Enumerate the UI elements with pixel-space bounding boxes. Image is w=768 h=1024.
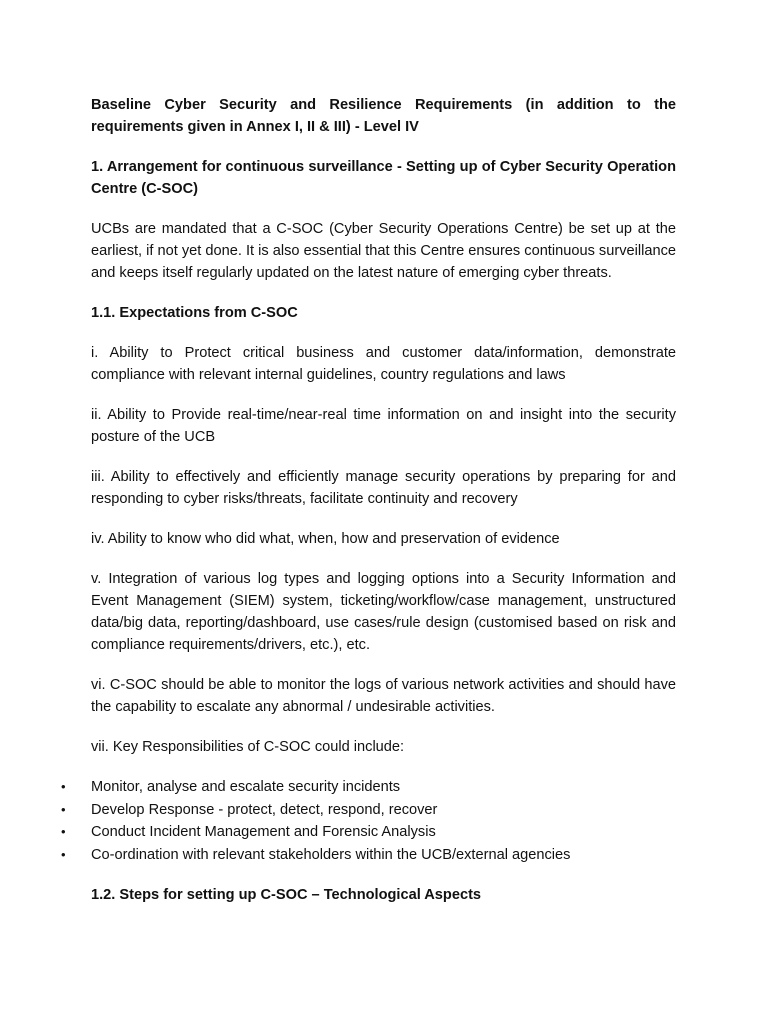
expectation-item: iv. Ability to know who did what, when, how and preservation of evidence [91, 531, 560, 547]
list-item [61, 799, 676, 822]
expectation-item: i. Ability to Protect critical business and customer data/information, demonstrate compliance with relevant internal guidelines, country regulations and laws [91, 345, 676, 383]
document-page [61, 94, 676, 924]
list-item [61, 821, 676, 844]
expectation-item: iii. Ability to effectively and efficiently manage security operations by preparing for and responding to cyber risks/threats, facilitate continuity and recovery [91, 469, 676, 507]
expectation-item: vii. Key Responsibilities of C-SOC could include: [91, 739, 405, 755]
list-item-text: Co-ordination with relevant stakeholders within the UCB/external agencies [91, 846, 571, 863]
section-1-heading: 1. Arrangement for continuous surveillance - Setting up of Cyber Security Operation Centre (C-SOC) [91, 159, 676, 197]
list-item [61, 776, 676, 799]
section-1-paragraph: UCBs are mandated that a C-SOC (Cyber Security Operations Centre) be set up at the earliest, if not yet done. It is also essential that this Centre ensures continuous surveillance and keeps itself regularly updated on the latest nature of emerging cyber threats. [91, 221, 676, 281]
bullet-icon: • [61, 779, 66, 794]
document-title: Baseline Cyber Security and Resilience Requirements (in addition to the requirements given in Annex I, II & III) - Level IV [91, 97, 676, 135]
list-item-text: Conduct Incident Management and Forensic Analysis [91, 824, 436, 840]
list-item-text: Monitor, analyse and escalate security incidents [91, 779, 401, 795]
section-1-1-heading: 1.1. Expectations from C-SOC [91, 305, 298, 321]
bullet-icon: • [61, 801, 66, 817]
expectation-item: vi. C-SOC should be able to monitor the logs of various network activities and should have the capability to escalate any abnormal / undesirable activities. [91, 677, 676, 715]
list-item [61, 844, 676, 867]
list-item-text: Develop Response - protect, detect, respond, recover [91, 801, 438, 818]
expectation-item: ii. Ability to Provide real-time/near-real time information on and insight into the security posture of the UCB [91, 407, 676, 445]
responsibilities-list [61, 776, 676, 866]
bullet-icon: • [61, 824, 66, 839]
bullet-icon: • [61, 846, 66, 862]
expectation-item: v. Integration of various log types and logging options into a Security Information and Event Management (SIEM) system, ticketing/workflow/case management, unstructured data/big data, reporting/dashboard, use cases/rule design (customised based on risk and compliance requirements/drivers, etc.), etc. [91, 571, 676, 653]
section-1-2-heading: 1.2. Steps for setting up C-SOC – Technological Aspects [91, 887, 482, 903]
